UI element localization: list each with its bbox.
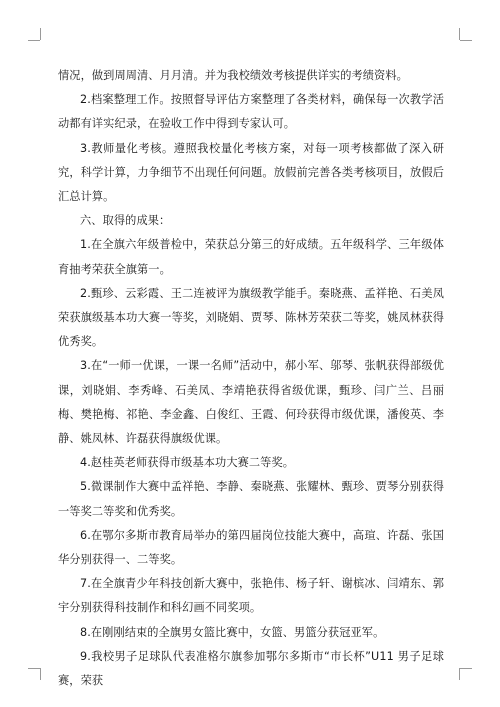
crop-mark-bottom-left-v bbox=[40, 668, 41, 680]
paragraph: 2.甄珍、云彩霞、王二连被评为旗级教学能手。秦晓燕、孟祥艳、石美凤荣获旗级基本功大赛一等奖，刘晓娟、贾琴、陈林芳荣获二等奖，姚凤林获得优秀奖。 bbox=[58, 286, 444, 349]
paragraph: 7.在全旗青少年科技创新大赛中，张艳伟、杨子轩、谢槟冰、闫靖东、郭宇分别获得科技制作和科幻画不同奖项。 bbox=[58, 577, 444, 615]
paragraph: 6.在鄂尔多斯市教育局举办的第四届岗位技能大赛中，高瑄、许磊、张国华分别获得一、二等奖。 bbox=[58, 528, 444, 567]
crop-mark-top-right-v bbox=[459, 28, 460, 40]
crop-mark-top-left-h bbox=[28, 40, 40, 41]
crop-mark-top-left-v bbox=[40, 28, 41, 40]
paragraph: 4.赵桂英老师获得市级基本功大赛二等奖。 bbox=[80, 456, 295, 470]
paragraph: 情况，做到周周清、月月清。并为我校绩效考核提供详实的考绩资料。 bbox=[58, 69, 408, 82]
crop-mark-bottom-left-h bbox=[28, 668, 40, 669]
paragraph: 1.在全旗六年级普检中，荣获总分第三的好成绩。五年级科学、三年级体育抽考荣获全旗第一。 bbox=[58, 238, 444, 276]
crop-mark-top-right-h bbox=[460, 40, 472, 41]
document-body bbox=[58, 64, 444, 693]
paragraph: 3.教师量化考核。遵照我校量化考核方案，对每一项考核都做了深入研究，科学计算，力争细节不出现任何问题。放假前完善各类考核项目，放假后汇总计算。 bbox=[58, 141, 444, 204]
paragraph: 2.档案整理工作。按照督导评估方案整理了各类材料，确保每一次教学活动都有详实纪录，在验收工作中得到专家认可。 bbox=[58, 93, 444, 131]
crop-mark-bottom-right-v bbox=[459, 668, 460, 680]
paragraph: 3.在“一师一优课，一课一名师”活动中，郝小军、邬琴、张帆获得部级优课，刘晓娟、李秀峰、石美凤、李靖艳获得省级优课，甄珍、闫广兰、吕丽梅、樊艳梅、祁艳、李金鑫、白俊红、王霞、何玲获得市级优课，潘俊英、李静、姚凤林、许磊获得旗级优课。 bbox=[58, 359, 444, 446]
paragraph: 5.微课制作大赛中孟祥艳、李静、秦晓燕、张耀林、甄珍、贾琴分别获得一等奖二等奖和优秀奖。 bbox=[58, 480, 444, 518]
section-heading: 六、取得的成果： bbox=[80, 214, 171, 228]
paragraph: 9.我校男子足球队代表准格尔旗参加鄂尔多斯市“市长杯”U11 男子足球赛，荣获 bbox=[58, 649, 444, 688]
crop-mark-bottom-right-h bbox=[460, 668, 472, 669]
paragraph: 8.在刚刚结束的全旗男女篮比赛中，女篮、男篮分获冠亚军。 bbox=[80, 625, 385, 639]
